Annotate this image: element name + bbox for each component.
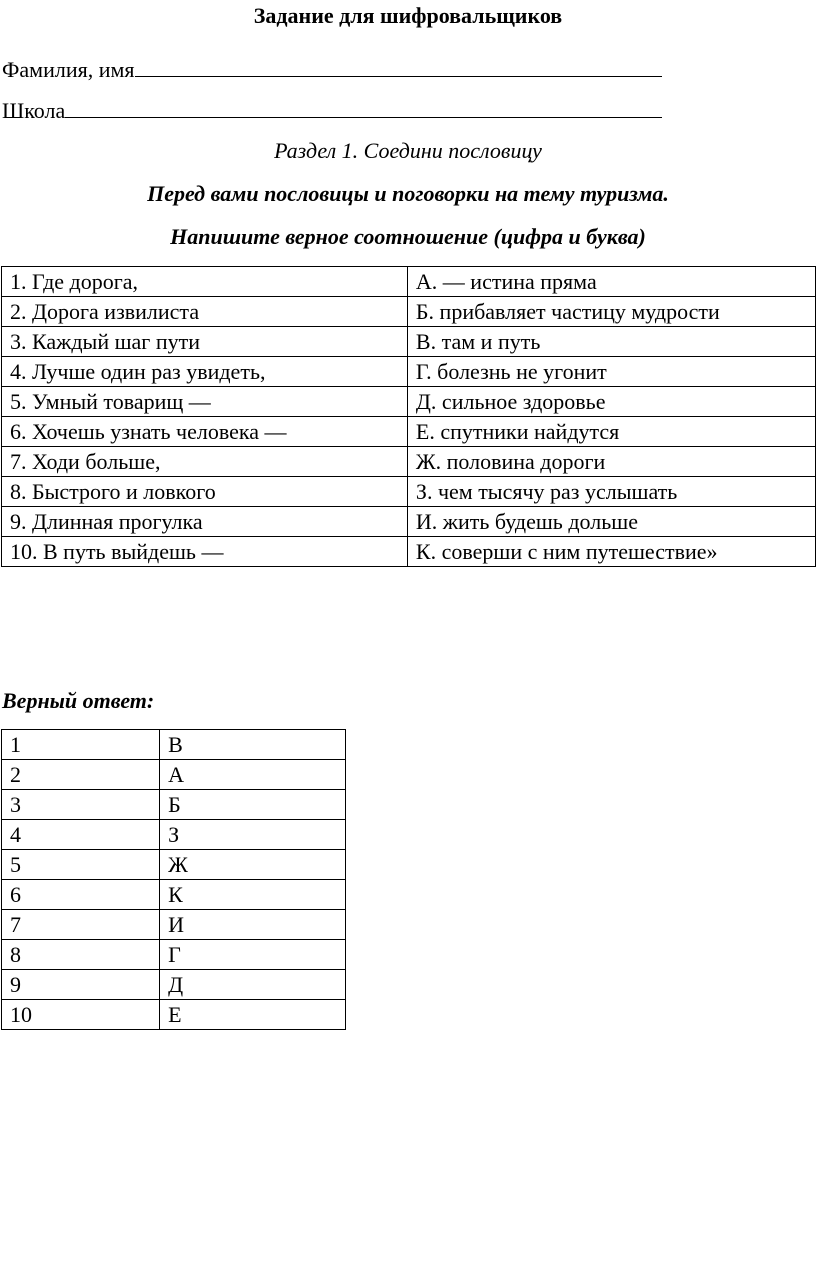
table-row bbox=[2, 297, 816, 327]
table-row bbox=[2, 507, 816, 537]
proverb-start: 8. Быстрого и ловкого bbox=[2, 477, 408, 507]
table-row bbox=[2, 760, 346, 790]
school-label: Школа bbox=[2, 98, 66, 123]
answer-label: Верный ответ: bbox=[2, 688, 155, 713]
answer-letter: В bbox=[160, 730, 346, 760]
school-field bbox=[2, 95, 662, 124]
table-row bbox=[2, 910, 346, 940]
proverb-start: 5. Умный товарищ — bbox=[2, 387, 408, 417]
answers-table bbox=[1, 729, 346, 1030]
name-field bbox=[2, 54, 662, 83]
proverb-start: 9. Длинная прогулка bbox=[2, 507, 408, 537]
table-row bbox=[2, 327, 816, 357]
table-row bbox=[2, 730, 346, 760]
table-row bbox=[2, 820, 346, 850]
table-row bbox=[2, 940, 346, 970]
table-row bbox=[2, 477, 816, 507]
proverb-end: Ж. половина дороги bbox=[407, 447, 815, 477]
answer-number: 3 bbox=[2, 790, 160, 820]
proverb-end: Д. сильное здоровье bbox=[407, 387, 815, 417]
proverb-end: З. чем тысячу раз услышать bbox=[407, 477, 815, 507]
name-label: Фамилия, имя bbox=[2, 57, 135, 82]
table-row bbox=[2, 267, 816, 297]
school-line bbox=[65, 95, 662, 118]
proverb-end: Б. прибавляет частицу мудрости bbox=[407, 297, 815, 327]
proverb-end: А. — истина пряма bbox=[407, 267, 815, 297]
proverb-start: 7. Ходи больше, bbox=[2, 447, 408, 477]
proverb-start: 4. Лучше один раз увидеть, bbox=[2, 357, 408, 387]
page-title: Задание для шифровальщиков bbox=[253, 3, 563, 28]
answer-letter: Г bbox=[160, 940, 346, 970]
proverb-end: И. жить будешь дольше bbox=[407, 507, 815, 537]
answer-letter: Ж bbox=[160, 850, 346, 880]
answer-letter: Б bbox=[160, 790, 346, 820]
proverb-end: В. там и путь bbox=[407, 327, 815, 357]
section-heading: Раздел 1. Соедини пословицу bbox=[274, 138, 542, 163]
table-row bbox=[2, 357, 816, 387]
instruction-line-2: Напишите верное соотношение (цифра и буква) bbox=[170, 224, 646, 249]
answer-number: 5 bbox=[2, 850, 160, 880]
table-row bbox=[2, 970, 346, 1000]
answer-letter: К bbox=[160, 880, 346, 910]
proverb-end: Г. болезнь не угонит bbox=[407, 357, 815, 387]
table-row bbox=[2, 417, 816, 447]
answer-number: 2 bbox=[2, 760, 160, 790]
table-row bbox=[2, 880, 346, 910]
answer-number: 7 bbox=[2, 910, 160, 940]
proverb-start: 2. Дорога извилиста bbox=[2, 297, 408, 327]
answer-number: 1 bbox=[2, 730, 160, 760]
proverb-start: 3. Каждый шаг пути bbox=[2, 327, 408, 357]
proverb-end: Е. спутники найдутся bbox=[407, 417, 815, 447]
table-row bbox=[2, 447, 816, 477]
proverb-start: 6. Хочешь узнать человека — bbox=[2, 417, 408, 447]
answer-letter: Е bbox=[160, 1000, 346, 1030]
answer-number: 10 bbox=[2, 1000, 160, 1030]
table-row bbox=[2, 387, 816, 417]
proverbs-table bbox=[1, 266, 816, 567]
table-row bbox=[2, 790, 346, 820]
proverb-start: 10. В путь выйдешь — bbox=[2, 537, 408, 567]
instruction-line-1: Перед вами пословицы и поговорки на тему туризма. bbox=[147, 181, 669, 206]
answer-letter: А bbox=[160, 760, 346, 790]
answer-number: 6 bbox=[2, 880, 160, 910]
answer-number: 4 bbox=[2, 820, 160, 850]
answer-number: 8 bbox=[2, 940, 160, 970]
table-row bbox=[2, 850, 346, 880]
table-row bbox=[2, 537, 816, 567]
proverb-start: 1. Где дорога, bbox=[2, 267, 408, 297]
answer-letter: Д bbox=[160, 970, 346, 1000]
answer-letter: И bbox=[160, 910, 346, 940]
table-row bbox=[2, 1000, 346, 1030]
name-line bbox=[135, 54, 662, 77]
answer-letter: З bbox=[160, 820, 346, 850]
proverb-end: К. соверши с ним путешествие» bbox=[407, 537, 815, 567]
answer-number: 9 bbox=[2, 970, 160, 1000]
